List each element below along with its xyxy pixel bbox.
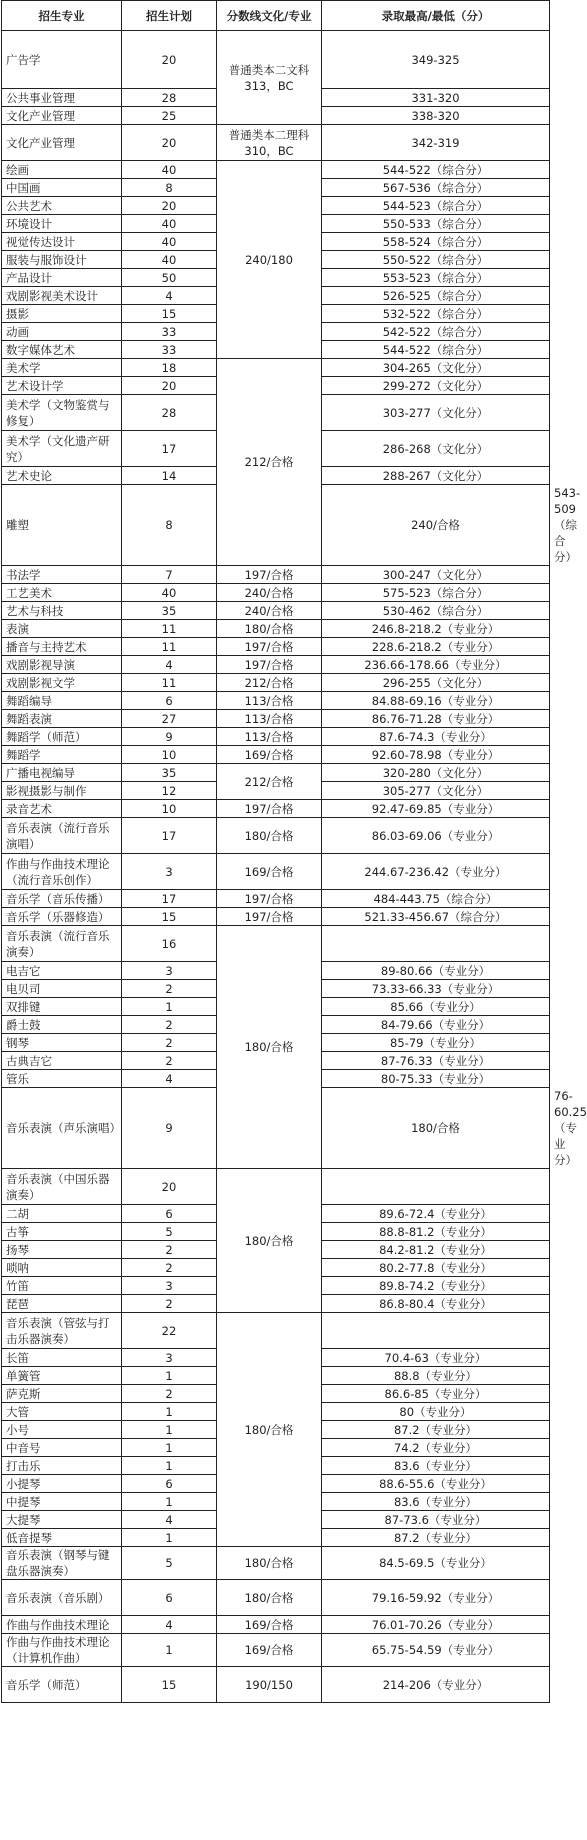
plan-cell: 20 [122, 197, 217, 215]
admission-score-cell [322, 926, 550, 962]
major-cell: 音乐学（乐器修造） [2, 908, 122, 926]
major-cell: 艺术史论 [2, 467, 122, 485]
score-line-cell: 169/合格 [217, 1616, 322, 1634]
admission-score-cell: 73.33-66.33（专业分） [322, 980, 550, 998]
major-cell: 小号 [2, 1421, 122, 1439]
major-cell: 舞蹈编导 [2, 692, 122, 710]
plan-cell: 17 [122, 431, 217, 467]
major-cell: 音乐学（音乐传播） [2, 890, 122, 908]
admission-score-cell: 305-277（文化分） [322, 782, 550, 800]
admission-score-cell: 74.2（专业分） [322, 1439, 550, 1457]
major-cell: 萨克斯 [2, 1385, 122, 1403]
admission-score-cell: 299-272（文化分） [322, 377, 550, 395]
admission-score-cell: 300-247（文化分） [322, 566, 550, 584]
score-line-cell: 180/合格 [217, 1169, 322, 1313]
major-cell: 舞蹈表演 [2, 710, 122, 728]
plan-cell: 5 [122, 1547, 217, 1580]
admission-score-cell: 89.8-74.2（专业分） [322, 1277, 550, 1295]
major-cell: 作曲与作曲技术理论（流行音乐创作） [2, 854, 122, 890]
admission-score-cell: 88.8-81.2（专业分） [322, 1223, 550, 1241]
plan-cell: 4 [122, 287, 217, 305]
major-cell: 大管 [2, 1403, 122, 1421]
major-cell: 公共艺术 [2, 197, 122, 215]
major-cell: 美术学（文物鉴赏与修复） [2, 395, 122, 431]
plan-cell: 22 [122, 1313, 217, 1349]
major-cell: 古筝 [2, 1223, 122, 1241]
major-cell: 作曲与作曲技术理论（计算机作曲） [2, 1634, 122, 1667]
major-cell: 二胡 [2, 1205, 122, 1223]
plan-cell: 27 [122, 710, 217, 728]
admission-score-cell: 544-523（综合分） [322, 197, 550, 215]
admission-score-cell: 228.6-218.2（专业分） [322, 638, 550, 656]
plan-cell: 9 [122, 1088, 217, 1169]
major-cell: 管乐 [2, 1070, 122, 1088]
major-cell: 舞蹈学 [2, 746, 122, 764]
admission-score-cell: 304-265（文化分） [322, 359, 550, 377]
admission-score-cell: 85-79（专业分） [322, 1034, 550, 1052]
plan-cell: 20 [122, 31, 217, 89]
plan-cell: 40 [122, 161, 217, 179]
admission-score-cell: 92.47-69.85（专业分） [322, 800, 550, 818]
major-cell: 录音艺术 [2, 800, 122, 818]
header-row [2, 1, 550, 31]
admission-score-cell: 567-536（综合分） [322, 179, 550, 197]
plan-cell: 8 [122, 485, 217, 566]
admission-score-cell: 87-76.33（专业分） [322, 1052, 550, 1070]
score-line-cell: 197/合格 [217, 800, 322, 818]
table-row [2, 764, 550, 782]
table-row [2, 620, 550, 638]
plan-cell: 1 [122, 1403, 217, 1421]
table-row [2, 818, 550, 854]
admission-score-cell: 86.03-69.06（专业分） [322, 818, 550, 854]
score-line-cell: 普通类本二理科310，BC [217, 125, 322, 161]
table-row [2, 746, 550, 764]
major-cell: 音乐学（师范） [2, 1667, 122, 1703]
admission-score-cell: 86.6-85（专业分） [322, 1385, 550, 1403]
admission-score-cell: 87.2（专业分） [322, 1421, 550, 1439]
major-cell: 音乐表演（管弦与打击乐器演奏） [2, 1313, 122, 1349]
major-cell: 音乐表演（声乐演唱） [2, 1088, 122, 1169]
admission-score-cell: 84.2-81.2（专业分） [322, 1241, 550, 1259]
plan-cell: 3 [122, 1277, 217, 1295]
admission-score-cell: 86.8-80.4（专业分） [322, 1295, 550, 1313]
major-cell: 钢琴 [2, 1034, 122, 1052]
score-line-cell: 212/合格 [217, 359, 322, 566]
major-cell: 古典吉它 [2, 1052, 122, 1070]
admission-score-cell: 85.66（专业分） [322, 998, 550, 1016]
score-line-cell: 113/合格 [217, 710, 322, 728]
major-cell: 戏剧影视导演 [2, 656, 122, 674]
table-row [2, 1169, 550, 1205]
admission-score-cell: 338-320 [322, 107, 550, 125]
plan-cell: 25 [122, 107, 217, 125]
plan-cell: 6 [122, 1580, 217, 1616]
admission-score-cell: 288-267（文化分） [322, 467, 550, 485]
table-row [2, 692, 550, 710]
plan-cell: 7 [122, 566, 217, 584]
major-cell: 动画 [2, 323, 122, 341]
table-row [2, 584, 550, 602]
major-cell: 小提琴 [2, 1475, 122, 1493]
major-cell: 舞蹈学（师范） [2, 728, 122, 746]
plan-cell: 10 [122, 746, 217, 764]
plan-cell: 1 [122, 1529, 217, 1547]
major-cell: 艺术设计学 [2, 377, 122, 395]
table-row [2, 359, 550, 377]
score-line-cell: 197/合格 [217, 908, 322, 926]
plan-cell: 40 [122, 584, 217, 602]
admission-score-cell: 88.8（专业分） [322, 1367, 550, 1385]
admission-score-cell: 89.6-72.4（专业分） [322, 1205, 550, 1223]
major-cell: 音乐表演（中国乐器演奏） [2, 1169, 122, 1205]
score-line-cell: 190/150 [217, 1667, 322, 1703]
score-line-cell: 113/合格 [217, 692, 322, 710]
admission-score-cell: 349-325 [322, 31, 550, 89]
major-cell: 服装与服饰设计 [2, 251, 122, 269]
score-line-cell: 212/合格 [217, 764, 322, 800]
plan-cell: 18 [122, 359, 217, 377]
admission-score-cell: 80（专业分） [322, 1403, 550, 1421]
admission-score-cell [322, 1169, 550, 1205]
plan-cell: 2 [122, 980, 217, 998]
plan-cell: 2 [122, 1034, 217, 1052]
major-cell: 中音号 [2, 1439, 122, 1457]
major-cell: 雕塑 [2, 485, 122, 566]
admission-score-cell: 80-75.33（专业分） [322, 1070, 550, 1088]
table-row [2, 125, 550, 161]
admission-score-cell: 244.67-236.42（专业分） [322, 854, 550, 890]
admission-score-cell: 214-206（专业分） [322, 1667, 550, 1703]
plan-cell: 20 [122, 125, 217, 161]
plan-cell: 3 [122, 854, 217, 890]
table-row [2, 1547, 550, 1580]
plan-cell: 33 [122, 341, 217, 359]
score-line-cell: 180/合格 [217, 926, 322, 1169]
major-cell: 中国画 [2, 179, 122, 197]
admission-score-cell: 87.2（专业分） [322, 1529, 550, 1547]
plan-cell: 4 [122, 1616, 217, 1634]
admission-score-cell: 83.6（专业分） [322, 1457, 550, 1475]
table-row [2, 710, 550, 728]
plan-cell: 3 [122, 1349, 217, 1367]
admission-score-cell: 83.6（专业分） [322, 1493, 550, 1511]
table-body [2, 31, 587, 1703]
score-line-cell: 197/合格 [217, 656, 322, 674]
major-cell: 音乐表演（流行音乐演奏） [2, 926, 122, 962]
major-cell: 唢呐 [2, 1259, 122, 1277]
major-cell: 音乐表演（流行音乐演唱） [2, 818, 122, 854]
admission-score-cell: 550-533（综合分） [322, 215, 550, 233]
plan-cell: 6 [122, 1475, 217, 1493]
table-row [2, 854, 550, 890]
table-row [2, 31, 550, 89]
major-cell: 爵士鼓 [2, 1016, 122, 1034]
major-cell: 美术学 [2, 359, 122, 377]
major-cell: 艺术与科技 [2, 602, 122, 620]
admission-score-cell: 320-280（文化分） [322, 764, 550, 782]
major-cell: 电贝司 [2, 980, 122, 998]
major-cell: 美术学（文化遗产研究） [2, 431, 122, 467]
table-row [2, 1667, 550, 1703]
plan-cell: 2 [122, 1295, 217, 1313]
plan-cell: 17 [122, 818, 217, 854]
score-line-cell: 240/合格 [217, 584, 322, 602]
major-cell: 广播电视编导 [2, 764, 122, 782]
plan-cell: 4 [122, 1070, 217, 1088]
plan-cell: 40 [122, 233, 217, 251]
major-cell: 电吉它 [2, 962, 122, 980]
major-cell: 戏剧影视文学 [2, 674, 122, 692]
plan-cell: 1 [122, 1634, 217, 1667]
column-header-score-line: 分数线文化/专业 [217, 1, 322, 31]
table-row [2, 1313, 550, 1349]
admission-score-cell: 521.33-456.67（综合分） [322, 908, 550, 926]
major-cell: 表演 [2, 620, 122, 638]
plan-cell: 35 [122, 602, 217, 620]
score-line-cell: 普通类本二文科313，BC [217, 31, 322, 125]
major-cell: 竹笛 [2, 1277, 122, 1295]
plan-cell: 33 [122, 323, 217, 341]
table-row [2, 908, 550, 926]
score-line-cell: 169/合格 [217, 1634, 322, 1667]
table-row [2, 890, 550, 908]
score-line-cell: 180/合格 [217, 1580, 322, 1616]
admission-score-cell: 544-522（综合分） [322, 341, 550, 359]
major-cell: 环境设计 [2, 215, 122, 233]
plan-cell: 14 [122, 467, 217, 485]
admission-score-cell: 553-523（综合分） [322, 269, 550, 287]
admission-score-cell: 236.66-178.66（专业分） [322, 656, 550, 674]
admission-score-cell: 342-319 [322, 125, 550, 161]
plan-cell: 6 [122, 692, 217, 710]
table-row [2, 1580, 550, 1616]
score-line-cell: 197/合格 [217, 890, 322, 908]
admission-score-cell: 532-522（综合分） [322, 305, 550, 323]
plan-cell: 2 [122, 1241, 217, 1259]
admission-score-cell: 80.2-77.8（专业分） [322, 1259, 550, 1277]
table-row [2, 926, 550, 962]
admission-score-cell: 87.6-74.3（专业分） [322, 728, 550, 746]
plan-cell: 2 [122, 1052, 217, 1070]
plan-cell: 28 [122, 89, 217, 107]
major-cell: 播音与主持艺术 [2, 638, 122, 656]
plan-cell: 1 [122, 1457, 217, 1475]
admission-score-cell: 530-462（综合分） [322, 602, 550, 620]
plan-cell: 20 [122, 1169, 217, 1205]
plan-cell: 2 [122, 1016, 217, 1034]
major-cell: 单簧管 [2, 1367, 122, 1385]
score-line-cell: 169/合格 [217, 746, 322, 764]
table-row [2, 638, 550, 656]
plan-cell: 17 [122, 890, 217, 908]
admission-score-cell: 84-79.66（专业分） [322, 1016, 550, 1034]
plan-cell: 1 [122, 998, 217, 1016]
admission-score-cell: 86.76-71.28（专业分） [322, 710, 550, 728]
major-cell: 公共事业管理 [2, 89, 122, 107]
plan-cell: 6 [122, 1205, 217, 1223]
plan-cell: 28 [122, 395, 217, 431]
major-cell: 视觉传达设计 [2, 233, 122, 251]
score-line-cell: 180/合格 [217, 620, 322, 638]
admission-score-cell: 89-80.66（专业分） [322, 962, 550, 980]
plan-cell: 15 [122, 908, 217, 926]
score-line-cell: 180/合格 [217, 1547, 322, 1580]
plan-cell: 9 [122, 728, 217, 746]
major-cell: 绘画 [2, 161, 122, 179]
score-line-cell: 197/合格 [217, 566, 322, 584]
major-cell: 工艺美术 [2, 584, 122, 602]
plan-cell: 4 [122, 1511, 217, 1529]
column-header-plan: 招生计划 [122, 1, 217, 31]
major-cell: 扬琴 [2, 1241, 122, 1259]
score-line-cell: 240/180 [217, 161, 322, 359]
score-line-cell: 180/合格 [322, 1088, 550, 1169]
major-cell: 数字媒体艺术 [2, 341, 122, 359]
admission-score-cell: 246.8-218.2（专业分） [322, 620, 550, 638]
plan-cell: 50 [122, 269, 217, 287]
major-cell: 长笛 [2, 1349, 122, 1367]
plan-cell: 10 [122, 800, 217, 818]
score-line-cell: 180/合格 [217, 1313, 322, 1547]
plan-cell: 11 [122, 638, 217, 656]
plan-cell: 1 [122, 1493, 217, 1511]
admission-score-cell: 558-524（综合分） [322, 233, 550, 251]
table-row [2, 1634, 550, 1667]
plan-cell: 40 [122, 251, 217, 269]
plan-cell: 3 [122, 962, 217, 980]
admission-score-cell: 550-522（综合分） [322, 251, 550, 269]
major-cell: 文化产业管理 [2, 107, 122, 125]
table-row [2, 566, 550, 584]
score-line-cell: 113/合格 [217, 728, 322, 746]
admission-score-table [1, 0, 587, 1703]
table-row [2, 161, 550, 179]
table-row [2, 602, 550, 620]
admission-score-cell: 331-320 [322, 89, 550, 107]
plan-cell: 16 [122, 926, 217, 962]
plan-cell: 1 [122, 1367, 217, 1385]
major-cell: 摄影 [2, 305, 122, 323]
admission-score-cell: 87-73.6（专业分） [322, 1511, 550, 1529]
table-row [2, 800, 550, 818]
major-cell: 作曲与作曲技术理论 [2, 1616, 122, 1634]
admission-score-cell: 526-525（综合分） [322, 287, 550, 305]
major-cell: 影视摄影与制作 [2, 782, 122, 800]
plan-cell: 8 [122, 179, 217, 197]
plan-cell: 11 [122, 620, 217, 638]
column-header-admission-score: 录取最高/最低（分） [322, 1, 550, 31]
plan-cell: 15 [122, 1667, 217, 1703]
admission-score-cell: 84.88-69.16（专业分） [322, 692, 550, 710]
major-cell: 音乐表演（钢琴与键盘乐器演奏） [2, 1547, 122, 1580]
major-cell: 广告学 [2, 31, 122, 89]
table-row [2, 1616, 550, 1634]
admission-table-container [1, 0, 587, 1703]
plan-cell: 12 [122, 782, 217, 800]
plan-cell: 4 [122, 656, 217, 674]
plan-cell: 15 [122, 305, 217, 323]
plan-cell: 5 [122, 1223, 217, 1241]
plan-cell: 1 [122, 1421, 217, 1439]
admission-score-cell: 76.01-70.26（专业分） [322, 1616, 550, 1634]
table-row: 音乐表演（声乐演唱） 9 180/合格 76-60.25（专业分） [2, 1088, 550, 1169]
major-cell: 中提琴 [2, 1493, 122, 1511]
admission-score-cell: 286-268（文化分） [322, 431, 550, 467]
plan-cell: 1 [122, 1439, 217, 1457]
major-cell: 产品设计 [2, 269, 122, 287]
column-header-major: 招生专业 [2, 1, 122, 31]
major-cell: 戏剧影视美术设计 [2, 287, 122, 305]
table-row [2, 656, 550, 674]
table-row: 雕塑 8 240/合格 543-509（综合分） [2, 485, 550, 566]
admission-score-cell: 575-523（综合分） [322, 584, 550, 602]
admission-score-cell: 303-277（文化分） [322, 395, 550, 431]
score-line-cell: 240/合格 [217, 602, 322, 620]
plan-cell: 2 [122, 1259, 217, 1277]
table-row [2, 728, 550, 746]
admission-score-cell: 92.60-78.98（专业分） [322, 746, 550, 764]
admission-score-cell: 296-255（文化分） [322, 674, 550, 692]
major-cell: 打击乐 [2, 1457, 122, 1475]
plan-cell: 20 [122, 377, 217, 395]
admission-score-cell: 542-522（综合分） [322, 323, 550, 341]
score-line-cell: 169/合格 [217, 854, 322, 890]
score-line-cell: 240/合格 [322, 485, 550, 566]
score-line-cell: 197/合格 [217, 638, 322, 656]
major-cell: 大提琴 [2, 1511, 122, 1529]
score-line-cell: 180/合格 [217, 818, 322, 854]
admission-score-cell: 484-443.75（综合分） [322, 890, 550, 908]
plan-cell: 2 [122, 1385, 217, 1403]
admission-score-cell [322, 1313, 550, 1349]
admission-score-cell: 65.75-54.59（专业分） [322, 1634, 550, 1667]
major-cell: 文化产业管理 [2, 125, 122, 161]
score-line-cell: 212/合格 [217, 674, 322, 692]
admission-score-cell: 70.4-63（专业分） [322, 1349, 550, 1367]
admission-score-cell: 84.5-69.5（专业分） [322, 1547, 550, 1580]
admission-score-cell: 544-522（综合分） [322, 161, 550, 179]
major-cell: 书法学 [2, 566, 122, 584]
major-cell: 音乐表演（音乐剧） [2, 1580, 122, 1616]
plan-cell: 11 [122, 674, 217, 692]
major-cell: 双排键 [2, 998, 122, 1016]
major-cell: 低音提琴 [2, 1529, 122, 1547]
admission-score-cell: 88.6-55.6（专业分） [322, 1475, 550, 1493]
admission-score-cell: 79.16-59.92（专业分） [322, 1580, 550, 1616]
plan-cell: 40 [122, 215, 217, 233]
table-row [2, 674, 550, 692]
major-cell: 琵琶 [2, 1295, 122, 1313]
plan-cell: 35 [122, 764, 217, 782]
